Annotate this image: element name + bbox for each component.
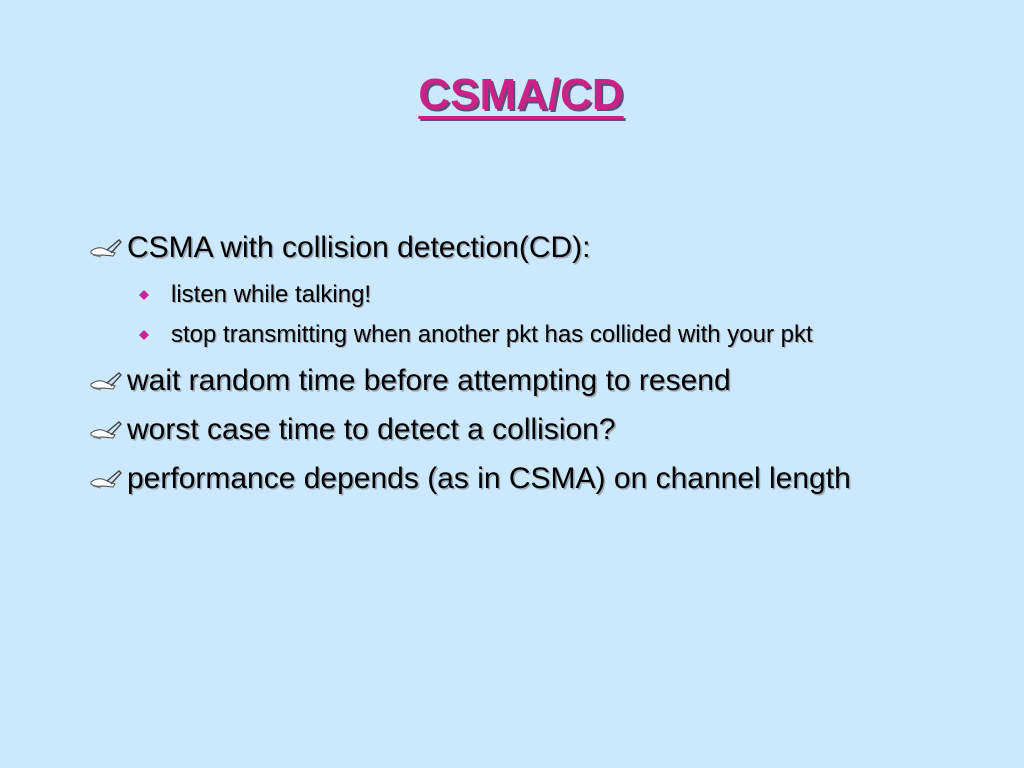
bullet-item xyxy=(89,460,869,498)
hand-writing-icon xyxy=(89,419,125,441)
bullet-text: performance depends (as in CSMA) on channel length xyxy=(127,462,851,495)
bullet-text: CSMA with collision detection(CD): xyxy=(127,231,591,264)
hand-writing-icon xyxy=(89,468,125,490)
sub-bullet-text: listen while talking! xyxy=(171,281,372,308)
bullet-item xyxy=(89,362,889,400)
hand-writing-icon xyxy=(89,237,125,259)
diamond-icon xyxy=(139,290,149,300)
sub-bullet-item xyxy=(139,280,959,310)
slide-title: CSMA/CD xyxy=(418,70,624,119)
bullet-text: wait random time before attempting to resend xyxy=(127,364,731,397)
bullet-item xyxy=(89,229,889,267)
bullet-item xyxy=(89,411,889,449)
bullet-text: worst case time to detect a collision? xyxy=(127,413,616,446)
diamond-icon xyxy=(139,330,149,340)
sub-bullet-text: stop transmitting when another pkt has collided with your pkt xyxy=(171,321,813,348)
hand-writing-icon xyxy=(89,370,125,392)
sub-bullet-item xyxy=(139,320,959,350)
